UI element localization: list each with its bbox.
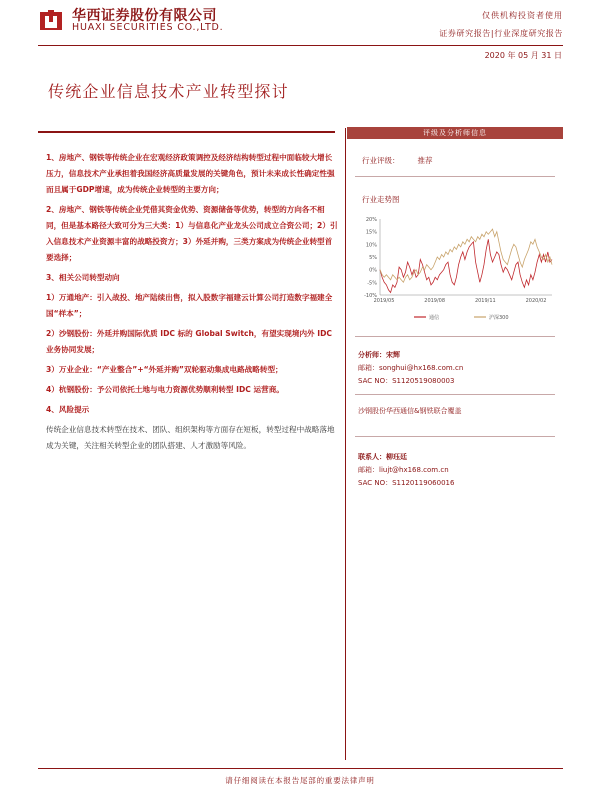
huaxi-logo-icon bbox=[38, 8, 64, 32]
contact-name: 联系人：柳珏廷 bbox=[358, 453, 407, 461]
summary-paragraph: 2、房地产、钢铁等传统企业凭借其资金优势、资源储备等优势，转型的方向各不相同，但是基本路径大致可分为三大类：1）与信息化产业龙头公司成立合资公司；2）引入信息技术产业资源丰富的战略投资方；3）外延并购，三类方案成为传统企业转型首要选择； bbox=[46, 205, 338, 262]
related-report: 沙钢股份华西通信&钢铁联合覆盖 bbox=[358, 407, 462, 415]
sidebar-divider-line bbox=[355, 436, 555, 437]
summary-body bbox=[46, 150, 338, 458]
y-tick-label: 15% bbox=[365, 229, 377, 236]
contact-block bbox=[358, 451, 454, 490]
x-tick-label: 2019/11 bbox=[474, 298, 496, 304]
header-divider bbox=[38, 45, 563, 46]
summary-paragraph: 1、房地产、钢铁等传统企业在宏观经济政策调控及经济结构转型过程中面临较大增长压力，信息技术产业承担着我国经济高质量发展的关键角色，预计未来成长性确定性强而且属于GDP增速，成为传统企业转型的主要方向； bbox=[46, 153, 335, 194]
y-tick-label: 0% bbox=[369, 267, 377, 274]
summary-paragraph: 3、相关公司转型动向 bbox=[46, 273, 120, 282]
y-tick-label: -5% bbox=[367, 280, 377, 287]
left-column-divider bbox=[38, 131, 335, 133]
y-tick-label: 5% bbox=[369, 255, 377, 261]
footer-divider bbox=[38, 768, 563, 769]
sidebar-divider-line bbox=[355, 394, 555, 395]
legend-label: 通信 bbox=[429, 315, 440, 321]
rating-value: 推荐 bbox=[417, 156, 433, 165]
report-date: 2020 年 05 月 31 日 bbox=[484, 51, 562, 60]
sidebar-divider-line bbox=[355, 336, 555, 337]
sidebar-title-bar: 评级及分析师信息 bbox=[347, 127, 563, 139]
x-tick-label: 2019/08 bbox=[424, 298, 446, 304]
x-tick-label: 2020/02 bbox=[525, 298, 547, 304]
summary-paragraph: 1）万通地产：引入战投、地产陆续出售，拟入股数字福建云计算公司打造数字福建全国“样本”； bbox=[46, 293, 333, 318]
report-title: 传统企业信息技术产业转型探讨 bbox=[48, 82, 289, 101]
rating-label: 行业评级： bbox=[362, 156, 400, 165]
analyst-email: 邮箱：songhui@hx168.com.cn bbox=[358, 364, 464, 372]
sidebar-divider bbox=[345, 128, 346, 760]
contact-sac: SAC NO：S1120119060016 bbox=[358, 479, 455, 487]
y-tick-label: 10% bbox=[365, 242, 377, 249]
summary-paragraph: 2）沙钢股份：外延并购国际优质 IDC 标的 Global Switch，有望实现境内外 IDC 业务协同发展； bbox=[46, 329, 332, 354]
summary-paragraph: 4）杭钢股份：予公司依托土地与电力资源优势顺利转型 IDC 运营商。 bbox=[46, 385, 284, 394]
company-name-cn: 华西证券股份有限公司 bbox=[72, 8, 217, 24]
company-name-en: HUAXI SECURITIES CO.,LTD. bbox=[72, 22, 224, 33]
y-tick-label: 20% bbox=[365, 217, 377, 223]
page-header bbox=[0, 0, 600, 70]
trend-chart-title: 行业走势图 bbox=[362, 195, 400, 204]
contact-email: 邮箱：liujt@hx168.com.cn bbox=[358, 466, 449, 474]
audience-note: 仅供机构投资者使用 bbox=[482, 11, 563, 20]
summary-paragraph: 3）万业企业：“产业整合”+“外延并购”双轮驱动集成电路战略转型； bbox=[46, 365, 283, 374]
industry-trend-chart bbox=[352, 211, 562, 326]
industry-rating bbox=[362, 155, 433, 166]
analyst-block bbox=[358, 349, 463, 388]
summary-paragraph: 4、风险提示 bbox=[46, 405, 90, 414]
legend-label: 沪深300 bbox=[489, 315, 509, 321]
analyst-sac: SAC NO：S1120519080003 bbox=[358, 377, 455, 385]
y-tick-label: -10% bbox=[364, 293, 377, 299]
legal-footer: 请仔细阅读在本报告尾部的重要法律声明 bbox=[225, 776, 375, 785]
x-tick-label: 2019/05 bbox=[373, 298, 395, 304]
report-type: 证券研究报告|行业深度研究报告 bbox=[439, 29, 563, 38]
analyst-name: 分析师：宋辉 bbox=[358, 351, 400, 359]
series-line-telecom bbox=[380, 239, 552, 292]
sidebar-divider-line bbox=[355, 176, 555, 177]
summary-paragraph: 传统企业信息技术转型在技术、团队、组织架构等方面存在短板，转型过程中战略落地成为关键，关注相关转型企业的团队搭建、人才激励等风险。 bbox=[46, 425, 335, 450]
